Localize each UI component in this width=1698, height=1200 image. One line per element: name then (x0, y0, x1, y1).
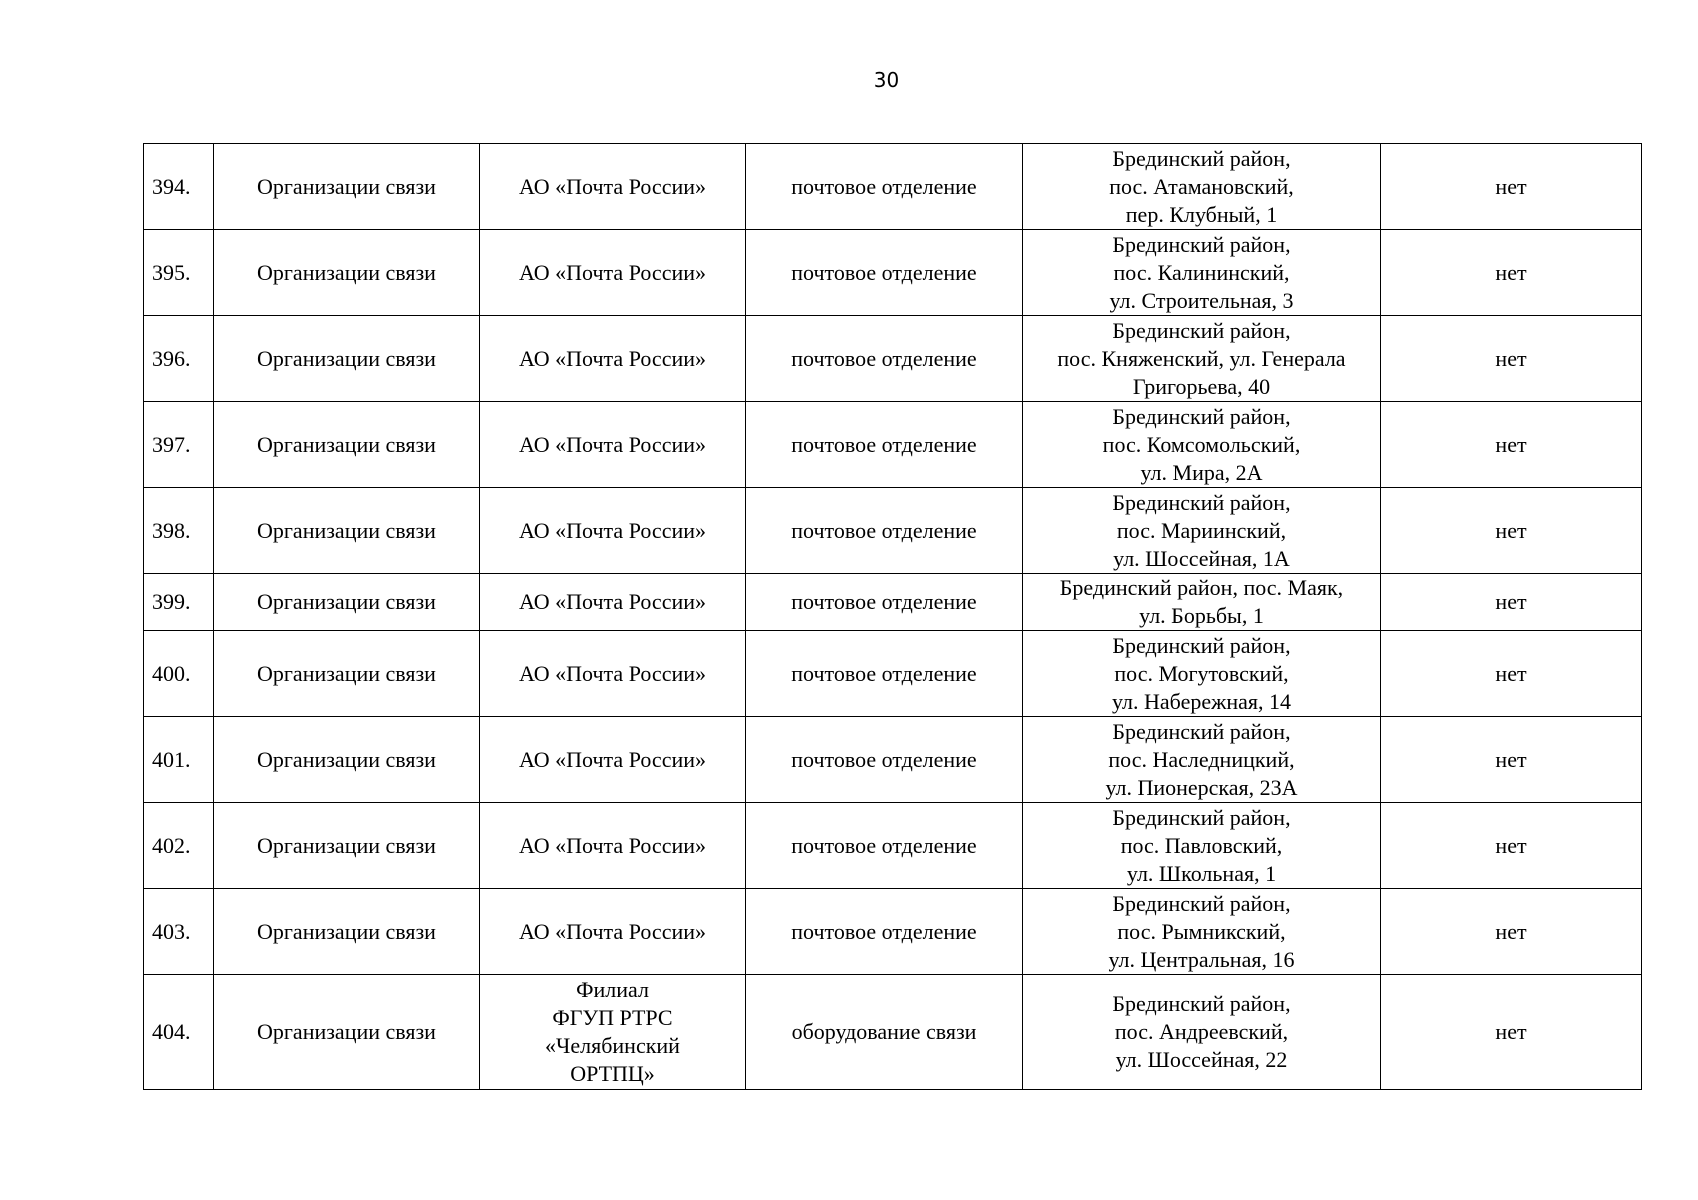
table-row (144, 889, 1642, 975)
address-line: Брединский район, (1112, 890, 1291, 916)
organization-line: ФГУП РТРС (552, 1005, 673, 1030)
organization-line: АО «Почта России» (518, 918, 707, 944)
note-cell: нет (1381, 889, 1642, 975)
address-cell (1023, 402, 1381, 488)
address-line: пос. Мариинский, (1116, 517, 1287, 543)
address-line: ул. Строительная, 3 (1109, 287, 1294, 313)
organization-line: АО «Почта России» (518, 173, 707, 199)
address-line: пос. Комсомольский, (1102, 431, 1301, 457)
category-cell: Организации связи (214, 144, 480, 230)
organization-cell (480, 717, 746, 803)
table-row (144, 574, 1642, 631)
address-line: Брединский район, (1112, 231, 1291, 257)
address-cell (1023, 631, 1381, 717)
row-number-cell: 403. (144, 889, 214, 975)
address-line: пос. Калининский, (1113, 259, 1290, 285)
object-type-cell: почтовое отделение (746, 144, 1023, 230)
note-cell: нет (1381, 488, 1642, 574)
object-type-cell: почтовое отделение (746, 889, 1023, 975)
address-line: пос. Атамановский, (1109, 173, 1294, 199)
organization-cell (480, 631, 746, 717)
address-cell (1023, 889, 1381, 975)
organization-line: АО «Почта России» (518, 746, 707, 772)
organization-cell (480, 488, 746, 574)
table-row (144, 144, 1642, 230)
table-row (144, 803, 1642, 889)
address-cell (1023, 803, 1381, 889)
category-cell: Организации связи (214, 230, 480, 316)
category-cell: Организации связи (214, 975, 480, 1090)
organization-cell (480, 574, 746, 631)
table-row (144, 316, 1642, 402)
address-line: ул. Центральная, 16 (1108, 946, 1295, 972)
organization-line: «Челябинский (545, 1033, 680, 1058)
category-cell: Организации связи (214, 717, 480, 803)
address-line: Григорьева, 40 (1132, 373, 1271, 399)
address-line: ул. Набережная, 14 (1112, 688, 1291, 714)
object-type-cell: почтовое отделение (746, 488, 1023, 574)
table-row (144, 717, 1642, 803)
address-line: ул. Борьбы, 1 (1139, 603, 1264, 628)
address-cell (1023, 144, 1381, 230)
row-number-cell: 395. (144, 230, 214, 316)
organization-line: АО «Почта России» (518, 832, 707, 858)
note-cell: нет (1381, 402, 1642, 488)
address-cell (1023, 975, 1381, 1090)
row-number-cell: 402. (144, 803, 214, 889)
organization-cell (480, 402, 746, 488)
organization-line: АО «Почта России» (518, 517, 707, 543)
address-line: Брединский район, (1112, 804, 1291, 830)
category-cell: Организации связи (214, 803, 480, 889)
category-cell: Организации связи (214, 889, 480, 975)
organization-cell (480, 803, 746, 889)
note-cell: нет (1381, 975, 1642, 1090)
page-number: 30 (873, 68, 900, 92)
object-type-cell: почтовое отделение (746, 402, 1023, 488)
address-line: пос. Могутовский, (1114, 660, 1289, 686)
organization-line: АО «Почта России» (518, 431, 707, 457)
address-line: Брединский район, (1112, 718, 1291, 744)
address-line: ул. Мира, 2А (1140, 459, 1263, 485)
organization-cell (480, 316, 746, 402)
organization-cell (480, 230, 746, 316)
organization-line: АО «Почта России» (518, 345, 707, 371)
address-line: пер. Клубный, 1 (1125, 201, 1278, 227)
address-cell (1023, 574, 1381, 631)
object-type-cell: оборудование связи (746, 975, 1023, 1090)
organization-cell (480, 144, 746, 230)
address-line: Брединский район, (1112, 632, 1291, 658)
organization-line: АО «Почта России» (518, 589, 707, 614)
address-line: ул. Шоссейная, 1А (1113, 545, 1290, 571)
table-row (144, 230, 1642, 316)
address-line: ул. Пионерская, 23А (1105, 774, 1298, 800)
address-line: Брединский район, (1112, 991, 1291, 1016)
row-number-cell: 404. (144, 975, 214, 1090)
object-type-cell: почтовое отделение (746, 631, 1023, 717)
address-cell (1023, 717, 1381, 803)
address-line: пос. Наследницкий, (1108, 746, 1295, 772)
table-body (144, 144, 1642, 1090)
row-number-cell: 398. (144, 488, 214, 574)
row-number-cell: 399. (144, 574, 214, 631)
row-number-cell: 396. (144, 316, 214, 402)
address-cell (1023, 230, 1381, 316)
table-row (144, 488, 1642, 574)
organization-line: ОРТПЦ» (570, 1061, 655, 1086)
object-type-cell: почтовое отделение (746, 574, 1023, 631)
address-line: пос. Павловский, (1120, 832, 1283, 858)
table-row (144, 975, 1642, 1090)
address-line: Брединский район, (1112, 317, 1291, 343)
address-line: Брединский район, (1112, 145, 1291, 171)
address-line: Брединский район, пос. Маяк, (1059, 575, 1344, 600)
organization-cell (480, 975, 746, 1090)
address-cell (1023, 488, 1381, 574)
organization-line: Филиал (576, 977, 649, 1002)
organization-cell (480, 889, 746, 975)
address-cell (1023, 316, 1381, 402)
table-row (144, 402, 1642, 488)
organization-line: АО «Почта России» (518, 660, 707, 686)
category-cell: Организации связи (214, 631, 480, 717)
row-number-cell: 394. (144, 144, 214, 230)
note-cell: нет (1381, 144, 1642, 230)
address-line: пос. Рымникский, (1117, 918, 1286, 944)
object-type-cell: почтовое отделение (746, 803, 1023, 889)
note-cell: нет (1381, 230, 1642, 316)
note-cell: нет (1381, 717, 1642, 803)
category-cell: Организации связи (214, 574, 480, 631)
object-type-cell: почтовое отделение (746, 230, 1023, 316)
address-line: ул. Шоссейная, 22 (1115, 1047, 1288, 1072)
row-number-cell: 401. (144, 717, 214, 803)
row-number-cell: 400. (144, 631, 214, 717)
note-cell: нет (1381, 803, 1642, 889)
note-cell: нет (1381, 316, 1642, 402)
table-row (144, 631, 1642, 717)
category-cell: Организации связи (214, 316, 480, 402)
address-line: пос. Андреевский, (1114, 1019, 1289, 1044)
object-type-cell: почтовое отделение (746, 316, 1023, 402)
address-line: Брединский район, (1112, 489, 1291, 515)
category-cell: Организации связи (214, 488, 480, 574)
note-cell: нет (1381, 574, 1642, 631)
address-line: Брединский район, (1112, 403, 1291, 429)
address-line: ул. Школьная, 1 (1126, 860, 1277, 886)
address-line: пос. Княженский, ул. Генерала (1057, 345, 1346, 371)
category-cell: Организации связи (214, 402, 480, 488)
organization-line: АО «Почта России» (518, 259, 707, 285)
row-number-cell: 397. (144, 402, 214, 488)
note-cell: нет (1381, 631, 1642, 717)
object-type-cell: почтовое отделение (746, 717, 1023, 803)
facilities-table (143, 143, 1642, 1090)
